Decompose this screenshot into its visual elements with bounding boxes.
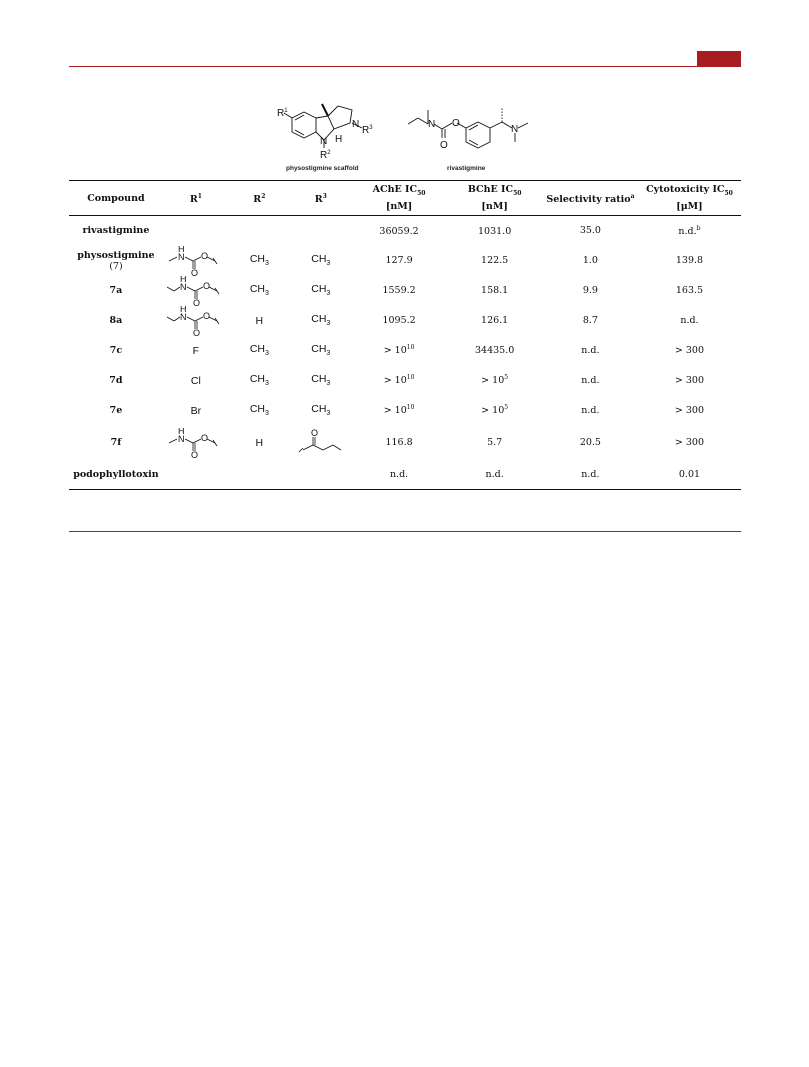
o-atom-ester: O bbox=[452, 118, 460, 129]
svg-text:O: O bbox=[190, 449, 198, 458]
cell-r2: $CH_3$ bbox=[249, 403, 269, 418]
cell-r2: $CH_3$ bbox=[249, 373, 269, 388]
cell-r3: $CH_3$ bbox=[311, 283, 331, 298]
cell-ache: 127.9 bbox=[385, 255, 413, 267]
cell-bche: 126.1 bbox=[481, 315, 509, 327]
table-row bbox=[69, 460, 741, 490]
svg-text:O: O bbox=[192, 297, 200, 306]
cell-compound: rivastigmine bbox=[82, 225, 150, 237]
cell-ache: 1095.2 bbox=[382, 315, 416, 327]
structure-scheme bbox=[250, 96, 560, 176]
cell-bche: 1031.0 bbox=[478, 225, 512, 237]
header-compound: Compound bbox=[87, 192, 145, 204]
cell-cytotoxicity: > 300 bbox=[674, 405, 705, 417]
cell-bche: 122.5 bbox=[481, 255, 509, 267]
cell-r3: $CH_3$ bbox=[311, 253, 331, 268]
cell-bche: > $10^5$ bbox=[481, 404, 509, 417]
cell-selectivity: 9.9 bbox=[582, 285, 598, 296]
cell-selectivity: 20.5 bbox=[579, 437, 601, 448]
n-atom-dimethyl: N bbox=[511, 124, 519, 135]
cell-r3: $CH_3$ bbox=[311, 313, 331, 328]
svg-text:R1: $R^1$ bbox=[277, 108, 288, 119]
cell-bche: > $10^5$ bbox=[481, 374, 509, 387]
svg-text:H: H bbox=[177, 427, 185, 436]
cell-cytotoxicity: n.d.$^b$ bbox=[678, 224, 701, 237]
cell-bche: 34435.0 bbox=[474, 345, 515, 357]
cell-r2: $CH_3$ bbox=[249, 343, 269, 358]
cell-r2: $CH_3$ bbox=[249, 253, 269, 268]
cell-ache: > $10^{10}$ bbox=[383, 374, 415, 387]
cell-compound: 8a bbox=[109, 315, 123, 326]
cell-selectivity: n.d. bbox=[581, 375, 600, 386]
methylcarbamate-structure bbox=[165, 428, 227, 458]
svg-text:O: O bbox=[202, 280, 210, 291]
table-row bbox=[69, 216, 741, 246]
cell-selectivity: n.d. bbox=[581, 468, 600, 480]
svg-text:R2: $R^2$ bbox=[320, 150, 331, 161]
r1-label: R bbox=[277, 108, 285, 119]
cell-r1 bbox=[163, 460, 229, 490]
cell-compound: 7d bbox=[109, 375, 123, 386]
cell-ache: n.d. bbox=[389, 469, 409, 481]
cell-r2 bbox=[229, 460, 290, 490]
table-row bbox=[69, 396, 741, 426]
methylcarbamate-structure bbox=[165, 246, 227, 276]
n-atom-rivastigmine: N bbox=[428, 119, 436, 130]
o-atom-carbonyl: O bbox=[440, 140, 448, 151]
cell-cytotoxicity: > 300 bbox=[674, 375, 705, 387]
rivastigmine-caption: rivastigmine bbox=[447, 165, 486, 172]
cell-compound: 7f bbox=[110, 437, 122, 448]
cell-ache: 1559.2 bbox=[382, 285, 416, 297]
header-r2: $R^2$ bbox=[253, 192, 266, 206]
cell-cytotoxicity: 0.01 bbox=[678, 469, 701, 481]
svg-text:H: H bbox=[179, 275, 187, 284]
structure-drawing bbox=[250, 96, 560, 176]
cell-cytotoxicity: 139.8 bbox=[675, 255, 704, 267]
r3-label: R bbox=[362, 125, 370, 136]
n-atom: N bbox=[352, 119, 360, 130]
header-selectivity: Selectivity ratio$^a$ bbox=[546, 192, 635, 206]
header-r3: $R^3$ bbox=[314, 192, 327, 206]
svg-text:O: O bbox=[200, 432, 208, 443]
table-row bbox=[69, 246, 741, 276]
cell-selectivity: 1.0 bbox=[582, 255, 598, 266]
cell-r3: $CH_3$ bbox=[311, 373, 331, 388]
cell-compound: 7e bbox=[109, 405, 123, 416]
cell-ache: > $10^{10}$ bbox=[383, 344, 415, 357]
cell-ache: > $10^{10}$ bbox=[383, 404, 415, 417]
header-ache: AChE $IC_{50}$ [nM] bbox=[372, 184, 426, 212]
cell-cytotoxicity: 163.5 bbox=[675, 285, 704, 297]
cell-bche: 5.7 bbox=[487, 437, 503, 449]
cell-selectivity: n.d. bbox=[581, 405, 600, 416]
ethylcarbamate-structure bbox=[165, 306, 227, 336]
footer-rule bbox=[69, 531, 741, 532]
svg-text:R3: $R^3$ bbox=[362, 125, 373, 136]
header-r1: $R^1$ bbox=[189, 192, 202, 206]
cell-r1: F bbox=[192, 344, 200, 357]
cell-bche: 158.1 bbox=[481, 285, 509, 297]
cell-selectivity: 35.0 bbox=[579, 225, 601, 237]
svg-text:H: H bbox=[179, 305, 187, 314]
cell-r2: H bbox=[255, 436, 264, 449]
table-row bbox=[69, 306, 741, 336]
r2-label: R bbox=[320, 150, 328, 161]
table-header-row bbox=[69, 181, 741, 216]
h8a-label: H bbox=[335, 134, 343, 145]
cell-r1 bbox=[163, 306, 229, 336]
svg-text:O: O bbox=[310, 427, 318, 438]
cell-compound: 7a bbox=[109, 285, 123, 296]
svg-text:O: O bbox=[190, 267, 198, 276]
cell-r3 bbox=[290, 216, 352, 246]
cell-selectivity: n.d. bbox=[581, 345, 600, 356]
table-row bbox=[69, 336, 741, 366]
table-row bbox=[69, 276, 741, 306]
svg-text:O: O bbox=[200, 250, 208, 261]
cell-ache: 116.8 bbox=[385, 437, 413, 449]
cell-r1 bbox=[163, 216, 229, 246]
cell-r3: $CH_3$ bbox=[311, 403, 331, 418]
svg-text:N: N bbox=[177, 433, 185, 444]
cell-ache: 36059.2 bbox=[379, 225, 419, 237]
scaffold-caption: physostigmine scaffold bbox=[286, 165, 359, 172]
svg-text:N: N bbox=[177, 251, 185, 262]
cell-r1 bbox=[163, 246, 229, 276]
header-bche: BChE $IC_{50}$ [nM] bbox=[467, 184, 522, 212]
cell-selectivity: 8.7 bbox=[582, 315, 598, 326]
svg-text:N: N bbox=[179, 281, 187, 292]
cell-cytotoxicity: > 300 bbox=[674, 437, 705, 449]
cell-cytotoxicity: n.d. bbox=[680, 315, 699, 327]
cell-compound: physostigmine (7) bbox=[77, 249, 155, 272]
table-row bbox=[69, 426, 741, 460]
cell-r3 bbox=[290, 426, 352, 460]
cell-r2 bbox=[229, 216, 290, 246]
butanoyl-structure bbox=[293, 428, 349, 458]
svg-text:N: N bbox=[179, 311, 187, 322]
ethylcarbamate-structure bbox=[165, 276, 227, 306]
cell-bche: n.d. bbox=[485, 469, 504, 481]
header-accent-tab bbox=[697, 51, 741, 67]
svg-text:O: O bbox=[202, 310, 210, 321]
cell-r1 bbox=[163, 276, 229, 306]
header-cytotoxicity: Cytotoxicity $IC_{50}$ [μM] bbox=[646, 184, 733, 212]
cell-r1: Br bbox=[190, 404, 202, 417]
cell-r2: H bbox=[255, 314, 264, 327]
cell-compound: podophyllotoxin bbox=[73, 468, 159, 480]
n-atom-indole: N bbox=[320, 136, 328, 147]
cell-compound: 7c bbox=[109, 345, 123, 356]
cell-r3 bbox=[290, 460, 352, 490]
svg-text:O: O bbox=[192, 327, 200, 336]
cell-r2: $CH_3$ bbox=[249, 283, 269, 298]
cell-r1: Cl bbox=[190, 374, 201, 387]
cell-cytotoxicity: > 300 bbox=[674, 345, 705, 357]
table-row bbox=[69, 366, 741, 396]
activity-table bbox=[69, 180, 741, 490]
cell-r3: $CH_3$ bbox=[311, 343, 331, 358]
header-rule bbox=[69, 66, 741, 67]
svg-text:H: H bbox=[177, 245, 185, 254]
cell-r1 bbox=[163, 426, 229, 460]
